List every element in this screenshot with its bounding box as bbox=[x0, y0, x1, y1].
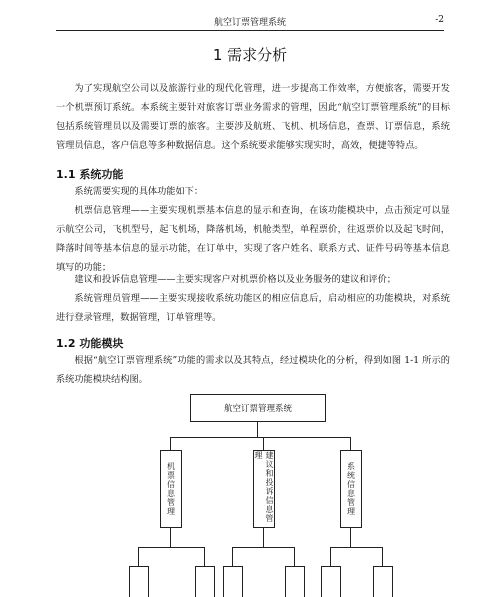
connector-m3-leaf-a bbox=[330, 547, 331, 566]
connector-top-bus bbox=[170, 437, 350, 438]
section1-paragraph-1: 机票信息管理——主要实现机票基本信息的显示和查询，在该功能模块中，点击预定可以显示航空公司，飞机型号，起飞机场，降落机场，机舱类型，单程票价，往返票价以及起飞时间，降落时间等基本信息的显示功能，在订单中，实现了客户姓名、联系方式、证件号码等基本信息填写的功能； bbox=[56, 205, 450, 273]
connector-down-1 bbox=[170, 437, 171, 450]
connector-m3-leaf-b bbox=[382, 547, 383, 566]
connector-down-3 bbox=[350, 437, 351, 450]
diagram-leaf-1 bbox=[129, 566, 149, 597]
connector-down-2 bbox=[263, 437, 264, 450]
diagram-module-2 bbox=[253, 450, 275, 528]
connector-m3-bus bbox=[330, 547, 382, 548]
section-heading-1-1: 1.1 系统功能 bbox=[56, 168, 124, 181]
diagram-leaf-5 bbox=[321, 566, 341, 597]
diagram-leaf-3 bbox=[223, 566, 243, 597]
connector-m1-down bbox=[170, 527, 171, 547]
connector-m2-leaf-b bbox=[294, 547, 295, 566]
running-header bbox=[56, 14, 444, 31]
connector-m1-leaf-b bbox=[204, 547, 205, 566]
intro-paragraph: 为了实现航空公司以及旅游行业的现代化管理，进一步提高工作效率，方便旅客，需要开发一个机票预订系统。本系统主要针对旅客订票业务需求的管理，因此“航空订票管理系统”的目标包括系统管理员以及需要订票的旅客。主要涉及航班、飞机、机场信息，查票、订票信息，系统管理员信息，客户信息等多种数据信息。这个系统要求能够实现实时，高效，便捷等特点。 bbox=[56, 83, 450, 151]
section1-lead: 系统需要实现的具体功能如下： bbox=[74, 186, 204, 197]
diagram-leaf-2 bbox=[195, 566, 215, 597]
diagram-root-label: 航空订票管理系统 bbox=[223, 404, 292, 414]
header-title: 航空订票管理系统 bbox=[213, 18, 286, 28]
section1-paragraph-2: 建议和投诉信息管理——主要实现客户对机票价格以及业务服务的建议和评价； bbox=[74, 274, 396, 285]
diagram-module-3-label: 系统信息管理 bbox=[346, 462, 356, 516]
header-page-number: -2 bbox=[435, 15, 444, 25]
section1-paragraph-3: 系统管理员管理——主要实现接收系统功能区的相应信息后，启动相应的功能模块，对系统进行登录管理，数据管理，订单管理等。 bbox=[56, 293, 450, 323]
chapter-title: 1 需求分析 bbox=[212, 46, 288, 64]
diagram-module-2-label: 建议和投诉信息管理 bbox=[254, 451, 274, 523]
diagram-module-3 bbox=[340, 450, 362, 528]
connector-m2-down bbox=[263, 527, 264, 547]
connector-root-down bbox=[257, 421, 258, 437]
connector-m1-bus bbox=[138, 547, 204, 548]
section-heading-1-2: 1.2 功能模块 bbox=[56, 337, 124, 350]
diagram-root-box bbox=[190, 394, 326, 422]
diagram-module-1-label: 机票信息管理 bbox=[166, 462, 176, 516]
module-structure-diagram bbox=[0, 388, 500, 580]
connector-m3-down bbox=[350, 527, 351, 547]
section2-paragraph-1: 根据“航空订票管理系统”功能的需求以及其特点，经过模块化的分析，得到如图 1-1 所示的系统功能模块结构图。 bbox=[56, 355, 450, 385]
diagram-leaf-4 bbox=[285, 566, 305, 597]
connector-m2-bus bbox=[232, 547, 294, 548]
diagram-module-1 bbox=[160, 450, 182, 528]
diagram-leaf-6 bbox=[373, 566, 393, 597]
connector-m2-leaf-a bbox=[232, 547, 233, 566]
connector-m1-leaf-a bbox=[138, 547, 139, 566]
